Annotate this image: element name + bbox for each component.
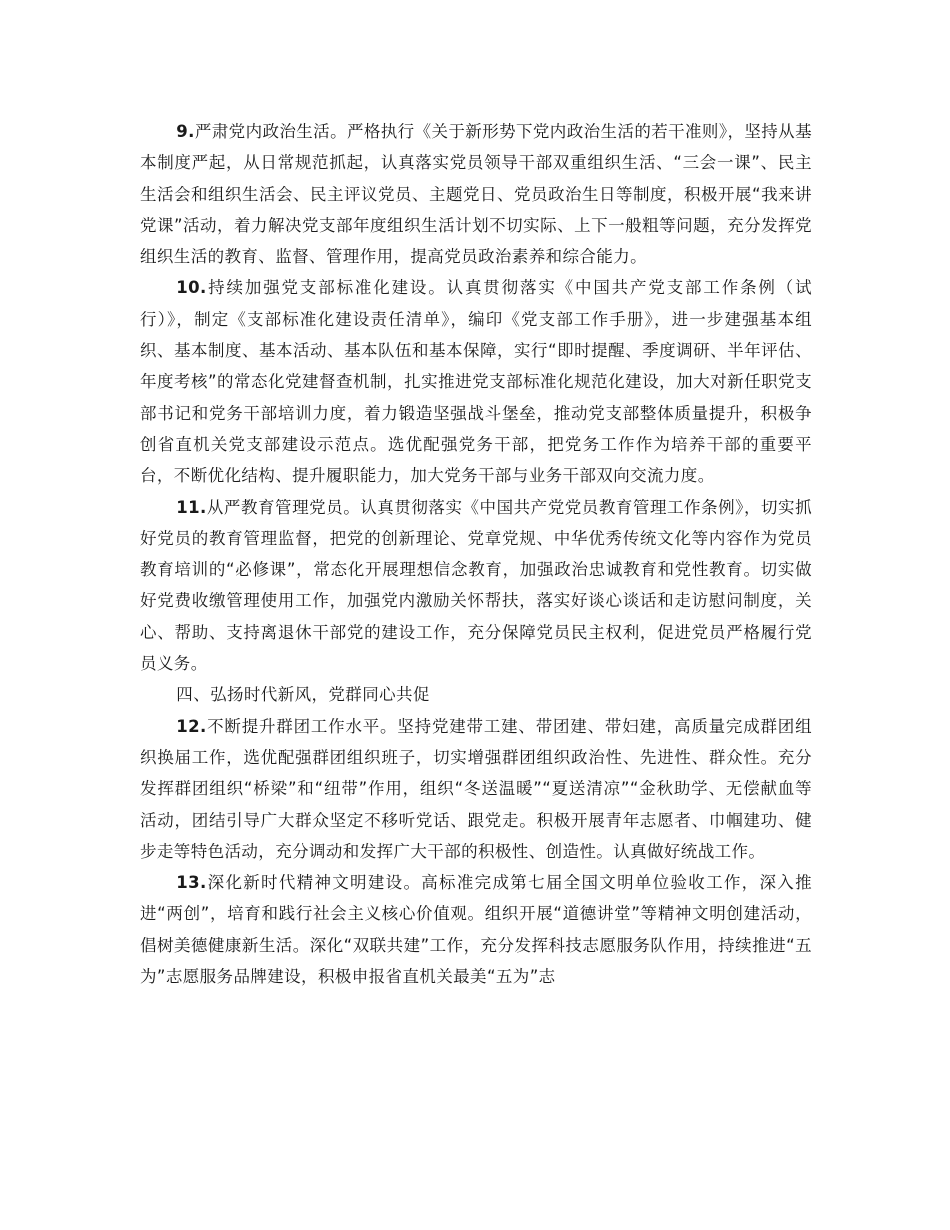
- paragraph-text: 深化新时代精神文明建设。高标准完成第七届全国文明单位验收工作，深入推进“两创”，培育和践行社会主义核心价值观。组织开展“道德讲堂”等精神文明创建活动，倡树美德健康新生活。深化“双联共建”工作，充分发挥科技志愿服务队作用，持续推进“五为”志愿服务品牌建设，积极申报省直机关最美“五为”志: [140, 873, 812, 987]
- paragraph-text: 从严教育管理党员。认真贯彻落实《中国共产党党员教育管理工作条例》，切实抓好党员的教育管理监督，把党的创新理论、党章党规、中华优秀传统文化等内容作为党员教育培训的“必修课”，常态化开展理想信念教育，加强政治忠诚教育和党性教育。切实做好党费收缴管理使用工作，加强党内激励关怀帮扶，落实好谈心谈话和走访慰问制度，关心、帮助、支持离退休干部党的建设工作，充分保障党员民主权利，促进党员严格履行党员义务。: [140, 497, 812, 674]
- paragraph-10: [140, 272, 812, 491]
- section-heading: 四、弘扬时代新风，党群同心共促: [176, 685, 430, 705]
- paragraph-13: [140, 867, 812, 992]
- paragraph-9: [140, 116, 812, 272]
- paragraph-text: 不断提升群团工作水平。坚持党建带工建、带团建、带妇建，高质量完成群团组织换届工作，选优配强群团组织班子，切实增强群团组织政治性、先进性、群众性。充分发挥群团组织“桥梁”和“纽带”作用，组织“冬送温暖”“夏送清凉”“金秋助学、无偿献血等活动，团结引导广大群众坚定不移听党话、跟党走。积极开展青年志愿者、巾帼建功、健步走等特色活动，充分调动和发挥广大干部的积极性、创造性。认真做好统战工作。: [140, 716, 812, 861]
- paragraph-number: 12.: [176, 716, 207, 736]
- paragraph-11: [140, 492, 812, 680]
- document-body: [140, 116, 812, 992]
- paragraph-number: 9.: [176, 122, 195, 141]
- paragraph-text: 严肃党内政治生活。严格执行《关于新形势下党内政治生活的若干准则》，坚持从基本制度严起，从日常规范抓起，认真落实党员领导干部双重组织生活、“三会一课”、民主生活会和组织生活会、民主评议党员、主题党日、党员政治生日等制度，积极开展“我来讲党课”活动，着力解决党支部年度组织生活计划不切实际、上下一般粗等问题，充分发挥党组织生活的教育、监督、管理作用，提高党员政治素养和综合能力。: [140, 122, 812, 267]
- paragraph-number: 11.: [176, 497, 207, 517]
- paragraph-number: 10.: [176, 278, 207, 298]
- paragraph-number: 13.: [176, 873, 207, 893]
- paragraph-12: [140, 711, 812, 867]
- paragraph-text: 持续加强党支部标准化建设。认真贯彻落实《中国共产党支部工作条例（试行）》，制定《支部标准化建设责任清单》，编印《党支部工作手册》，进一步建强基本组织、基本制度、基本活动、基本队伍和基本保障，实行“即时提醒、季度调研、半年评估、年度考核”的常态化党建督查机制，扎实推进党支部标准化规范化建设，加大对新任职党支部书记和党务干部培训力度，着力锻造坚强战斗堡垒，推动党支部整体质量提升，积极争创省直机关党支部建设示范点。选优配强党务干部，把党务工作作为培养干部的重要平台，不断优化结构、提升履职能力，加大党务干部与业务干部双向交流力度。: [140, 278, 812, 486]
